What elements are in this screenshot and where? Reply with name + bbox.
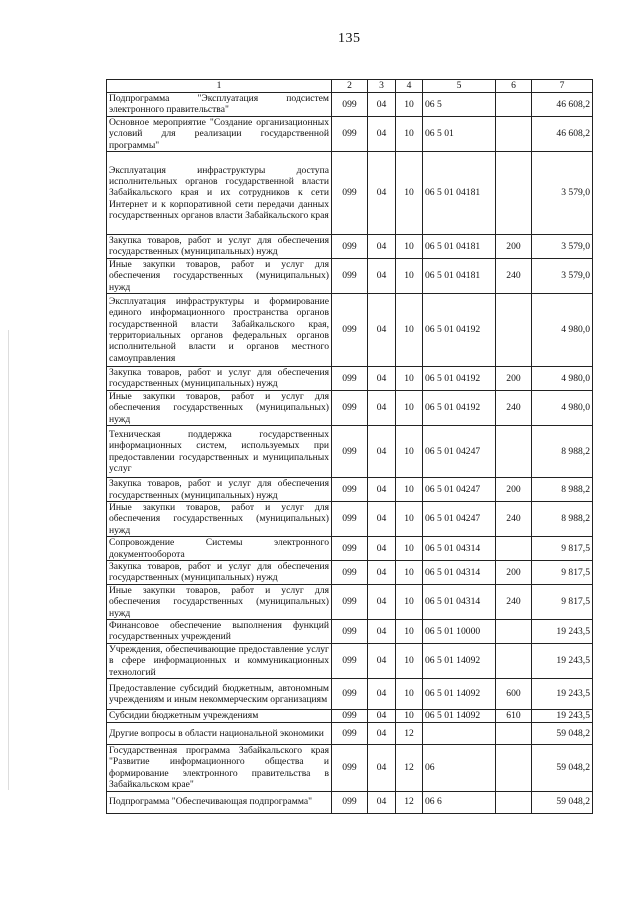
table-row xyxy=(107,478,593,502)
column-header-4: 4 xyxy=(396,80,423,93)
row-subsection: 10 xyxy=(396,152,423,235)
row-ved-code: 099 xyxy=(332,710,368,723)
table-row xyxy=(107,294,593,367)
row-amount: 46 608,2 xyxy=(532,93,593,117)
table-row xyxy=(107,258,593,293)
row-amount: 8 988,2 xyxy=(532,478,593,502)
row-expense-type: 200 xyxy=(496,560,532,584)
row-amount: 19 243,5 xyxy=(532,643,593,678)
row-name: Субсидии бюджетным учреждениям xyxy=(107,710,332,723)
table-row xyxy=(107,426,593,478)
row-expense-type xyxy=(496,619,532,643)
row-ved-code: 099 xyxy=(332,791,368,813)
row-amount: 3 579,0 xyxy=(532,152,593,235)
row-ved-code: 099 xyxy=(332,390,368,425)
row-expense-type xyxy=(496,294,532,367)
row-name: Государственная программа Забайкальского края "Развитие информационного общества и формирование электронного правительства в Забайкальском крае" xyxy=(107,745,332,792)
table-row xyxy=(107,710,593,723)
column-header-6: 6 xyxy=(496,80,532,93)
row-name: Учреждения, обеспечивающие предоставление услуг в сфере информационных и коммуникационных технологий xyxy=(107,643,332,678)
row-name: Иные закупки товаров, работ и услуг для обеспечения государственных (муниципальных) нужд xyxy=(107,501,332,536)
row-section: 04 xyxy=(368,791,396,813)
row-expense-type: 200 xyxy=(496,235,532,259)
row-subsection: 12 xyxy=(396,791,423,813)
row-target-article: 06 5 01 04314 xyxy=(423,560,496,584)
table-row xyxy=(107,235,593,259)
row-subsection: 10 xyxy=(396,679,423,710)
column-header-7: 7 xyxy=(532,80,593,93)
column-header-5: 5 xyxy=(423,80,496,93)
table-row xyxy=(107,537,593,561)
row-target-article: 06 xyxy=(423,745,496,792)
row-name: Другие вопросы в области национальной экономики xyxy=(107,723,332,745)
row-name: Подпрограмма "Эксплуатация подсистем электронного правительства" xyxy=(107,93,332,117)
table-body xyxy=(107,93,593,814)
row-target-article: 06 5 01 04181 xyxy=(423,152,496,235)
row-subsection: 10 xyxy=(396,426,423,478)
row-target-article: 06 5 01 04192 xyxy=(423,367,496,391)
row-ved-code: 099 xyxy=(332,537,368,561)
row-subsection: 10 xyxy=(396,93,423,117)
row-ved-code: 099 xyxy=(332,560,368,584)
row-target-article: 06 5 01 04181 xyxy=(423,235,496,259)
row-subsection: 12 xyxy=(396,723,423,745)
row-amount: 9 817,5 xyxy=(532,537,593,561)
table-row xyxy=(107,152,593,235)
row-subsection: 10 xyxy=(396,116,423,151)
row-expense-type xyxy=(496,537,532,561)
row-target-article xyxy=(423,723,496,745)
row-ved-code: 099 xyxy=(332,584,368,619)
row-name: Закупка товаров, работ и услуг для обеспечения государственных (муниципальных) нужд xyxy=(107,235,332,259)
row-expense-type: 610 xyxy=(496,710,532,723)
row-subsection: 12 xyxy=(396,745,423,792)
row-target-article: 06 5 01 14092 xyxy=(423,710,496,723)
row-subsection: 10 xyxy=(396,258,423,293)
row-name: Закупка товаров, работ и услуг для обеспечения государственных (муниципальных) нужд xyxy=(107,478,332,502)
row-expense-type: 240 xyxy=(496,390,532,425)
row-target-article: 06 5 01 04192 xyxy=(423,390,496,425)
row-subsection: 10 xyxy=(396,710,423,723)
table-row xyxy=(107,560,593,584)
row-amount: 8 988,2 xyxy=(532,426,593,478)
table-row xyxy=(107,745,593,792)
row-name: Закупка товаров, работ и услуг для обеспечения государственных (муниципальных) нужд xyxy=(107,367,332,391)
budget-table xyxy=(106,79,593,814)
header-row xyxy=(107,80,593,93)
row-target-article: 06 5 01 04314 xyxy=(423,584,496,619)
row-section: 04 xyxy=(368,426,396,478)
row-amount: 3 579,0 xyxy=(532,258,593,293)
row-amount: 59 048,2 xyxy=(532,723,593,745)
row-name: Иные закупки товаров, работ и услуг для обеспечения государственных (муниципальных) нужд xyxy=(107,584,332,619)
row-subsection: 10 xyxy=(396,643,423,678)
row-subsection: 10 xyxy=(396,560,423,584)
row-section: 04 xyxy=(368,643,396,678)
row-subsection: 10 xyxy=(396,537,423,561)
table-row xyxy=(107,116,593,151)
row-name: Подпрограмма "Обеспечивающая подпрограмма" xyxy=(107,791,332,813)
row-ved-code: 099 xyxy=(332,235,368,259)
row-name: Закупка товаров, работ и услуг для обеспечения государственных (муниципальных) нужд xyxy=(107,560,332,584)
row-ved-code: 099 xyxy=(332,619,368,643)
table-row xyxy=(107,723,593,745)
table-row xyxy=(107,791,593,813)
row-expense-type: 240 xyxy=(496,584,532,619)
row-expense-type xyxy=(496,791,532,813)
row-name: Иные закупки товаров, работ и услуг для обеспечения государственных (муниципальных) нужд xyxy=(107,258,332,293)
row-amount: 46 608,2 xyxy=(532,116,593,151)
row-section: 04 xyxy=(368,679,396,710)
row-section: 04 xyxy=(368,258,396,293)
row-name: Сопровождение Системы электронного документооборота xyxy=(107,537,332,561)
row-section: 04 xyxy=(368,116,396,151)
table-row xyxy=(107,619,593,643)
row-target-article: 06 5 01 04247 xyxy=(423,478,496,502)
row-section: 04 xyxy=(368,723,396,745)
row-ved-code: 099 xyxy=(332,152,368,235)
row-section: 04 xyxy=(368,478,396,502)
table-row xyxy=(107,93,593,117)
row-ved-code: 099 xyxy=(332,93,368,117)
row-section: 04 xyxy=(368,152,396,235)
row-section: 04 xyxy=(368,560,396,584)
row-subsection: 10 xyxy=(396,235,423,259)
row-ved-code: 099 xyxy=(332,258,368,293)
row-expense-type: 240 xyxy=(496,501,532,536)
row-ved-code: 099 xyxy=(332,679,368,710)
table-row xyxy=(107,390,593,425)
row-amount: 9 817,5 xyxy=(532,584,593,619)
row-target-article: 06 5 01 04247 xyxy=(423,501,496,536)
row-amount: 59 048,2 xyxy=(532,791,593,813)
row-target-article: 06 5 01 10000 xyxy=(423,619,496,643)
row-section: 04 xyxy=(368,710,396,723)
row-amount: 19 243,5 xyxy=(532,679,593,710)
row-subsection: 10 xyxy=(396,478,423,502)
row-expense-type: 240 xyxy=(496,258,532,293)
row-name: Эксплуатация инфраструктуры доступа исполнительных органов государственной власти Забайкальского края и их сотрудников к сети Интернет и к корпоративной сети передачи данных государственных органов власти Забайкальского края xyxy=(107,152,332,235)
row-target-article: 06 5 01 04181 xyxy=(423,258,496,293)
row-expense-type: 200 xyxy=(496,478,532,502)
row-expense-type: 200 xyxy=(496,367,532,391)
row-target-article: 06 5 01 04247 xyxy=(423,426,496,478)
row-target-article: 06 5 01 14092 xyxy=(423,679,496,710)
row-section: 04 xyxy=(368,390,396,425)
row-section: 04 xyxy=(368,235,396,259)
row-name: Техническая поддержка государственных информационных систем, используемых при предоставлении государственных и муниципальных услуг xyxy=(107,426,332,478)
row-section: 04 xyxy=(368,537,396,561)
row-amount: 8 988,2 xyxy=(532,501,593,536)
row-amount: 19 243,5 xyxy=(532,710,593,723)
row-section: 04 xyxy=(368,619,396,643)
row-section: 04 xyxy=(368,93,396,117)
table-row xyxy=(107,643,593,678)
row-expense-type xyxy=(496,426,532,478)
row-expense-type xyxy=(496,116,532,151)
column-header-2: 2 xyxy=(332,80,368,93)
row-expense-type xyxy=(496,723,532,745)
row-name: Финансовое обеспечение выполнения функций государственных учреждений xyxy=(107,619,332,643)
row-ved-code: 099 xyxy=(332,643,368,678)
row-name: Эксплуатация инфраструктуры и формирование единого информационного пространства органов государственной власти Забайкальского края, территориальных органов федеральных органов исполнительной власти и органов местного самоуправления xyxy=(107,294,332,367)
row-target-article: 06 5 01 xyxy=(423,116,496,151)
table-row xyxy=(107,679,593,710)
row-expense-type xyxy=(496,643,532,678)
row-ved-code: 099 xyxy=(332,478,368,502)
row-subsection: 10 xyxy=(396,390,423,425)
table-row xyxy=(107,501,593,536)
page-number: 135 xyxy=(338,31,361,46)
row-subsection: 10 xyxy=(396,501,423,536)
row-ved-code: 099 xyxy=(332,116,368,151)
row-target-article: 06 5 01 14092 xyxy=(423,643,496,678)
row-ved-code: 099 xyxy=(332,294,368,367)
row-ved-code: 099 xyxy=(332,723,368,745)
row-section: 04 xyxy=(368,745,396,792)
row-target-article: 06 6 xyxy=(423,791,496,813)
row-expense-type xyxy=(496,152,532,235)
row-amount: 3 579,0 xyxy=(532,235,593,259)
row-ved-code: 099 xyxy=(332,745,368,792)
row-amount: 19 243,5 xyxy=(532,619,593,643)
row-expense-type xyxy=(496,93,532,117)
row-subsection: 10 xyxy=(396,367,423,391)
row-subsection: 10 xyxy=(396,619,423,643)
row-expense-type: 600 xyxy=(496,679,532,710)
row-target-article: 06 5 xyxy=(423,93,496,117)
row-amount: 4 980,0 xyxy=(532,390,593,425)
row-ved-code: 099 xyxy=(332,426,368,478)
row-target-article: 06 5 01 04192 xyxy=(423,294,496,367)
row-target-article: 06 5 01 04314 xyxy=(423,537,496,561)
row-section: 04 xyxy=(368,367,396,391)
row-expense-type xyxy=(496,745,532,792)
row-name: Основное мероприятие "Создание организационных условий для реализации государственной программы" xyxy=(107,116,332,151)
row-amount: 4 980,0 xyxy=(532,294,593,367)
table-row xyxy=(107,367,593,391)
row-name: Иные закупки товаров, работ и услуг для обеспечения государственных (муниципальных) нужд xyxy=(107,390,332,425)
row-section: 04 xyxy=(368,501,396,536)
row-ved-code: 099 xyxy=(332,501,368,536)
row-subsection: 10 xyxy=(396,584,423,619)
row-subsection: 10 xyxy=(396,294,423,367)
table-row xyxy=(107,584,593,619)
row-amount: 9 817,5 xyxy=(532,560,593,584)
row-ved-code: 099 xyxy=(332,367,368,391)
scan-margin-mark xyxy=(8,330,9,790)
column-header-1: 1 xyxy=(107,80,332,93)
row-section: 04 xyxy=(368,584,396,619)
column-header-3: 3 xyxy=(368,80,396,93)
row-amount: 59 048,2 xyxy=(532,745,593,792)
row-section: 04 xyxy=(368,294,396,367)
row-name: Предоставление субсидий бюджетным, автономным учреждениям и иным некоммерческим организациям xyxy=(107,679,332,710)
row-amount: 4 980,0 xyxy=(532,367,593,391)
